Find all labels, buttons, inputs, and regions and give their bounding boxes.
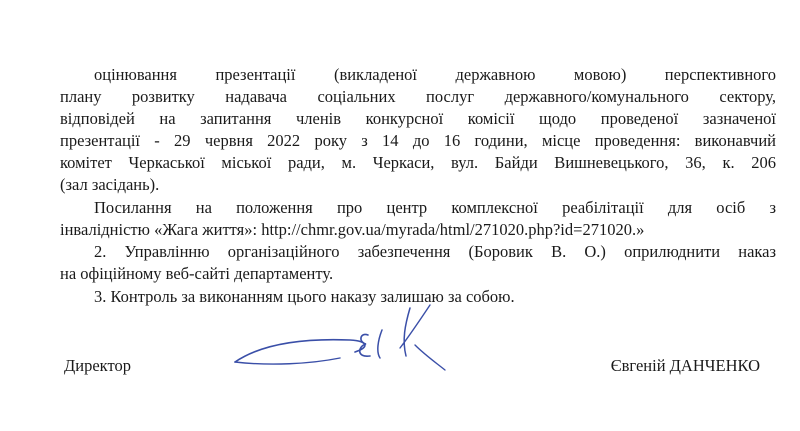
text-line: презентації - 29 червня 2022 року з 14 до 16 години, місце проведення: виконавчий bbox=[60, 131, 776, 150]
signer-name: Євгеній ДАНЧЕНКО bbox=[610, 356, 760, 375]
text-line: (зал засідань). bbox=[60, 175, 160, 194]
text-line: 2. Управлінню організаційного забезпечення (Боровик В. О.) оприлюднити наказ bbox=[94, 242, 776, 261]
handwritten-signature bbox=[230, 300, 480, 400]
paragraph-presentation bbox=[60, 64, 776, 196]
text-line: комітет Черкаської міської ради, м. Черкаси, вул. Байди Вишневецького, 36, к. 206 bbox=[60, 153, 776, 172]
text-line: оцінювання презентації (викладеної державною мовою) перспективного bbox=[94, 65, 776, 84]
position-title: Директор bbox=[64, 356, 131, 375]
paragraph-link bbox=[60, 197, 776, 241]
text-line: на офіційному веб-сайті департаменту. bbox=[60, 264, 334, 283]
text-line: інвалідністю «Жага життя»: http://chmr.gov.ua/myrada/html/271020.php?id=271020.» bbox=[60, 220, 645, 239]
text-line: 3. Контроль за виконанням цього наказу залишаю за собою. bbox=[94, 287, 515, 306]
text-line: Посилання на положення про центр комплексної реабілітації для осіб з bbox=[94, 198, 776, 217]
text-line: відповідей на запитання членів конкурсної комісії щодо проведеної зазначеної bbox=[60, 109, 776, 128]
paragraph-item-2 bbox=[60, 241, 776, 285]
text-line: плану розвитку надавача соціальних послуг державного/комунального сектору, bbox=[60, 87, 776, 106]
